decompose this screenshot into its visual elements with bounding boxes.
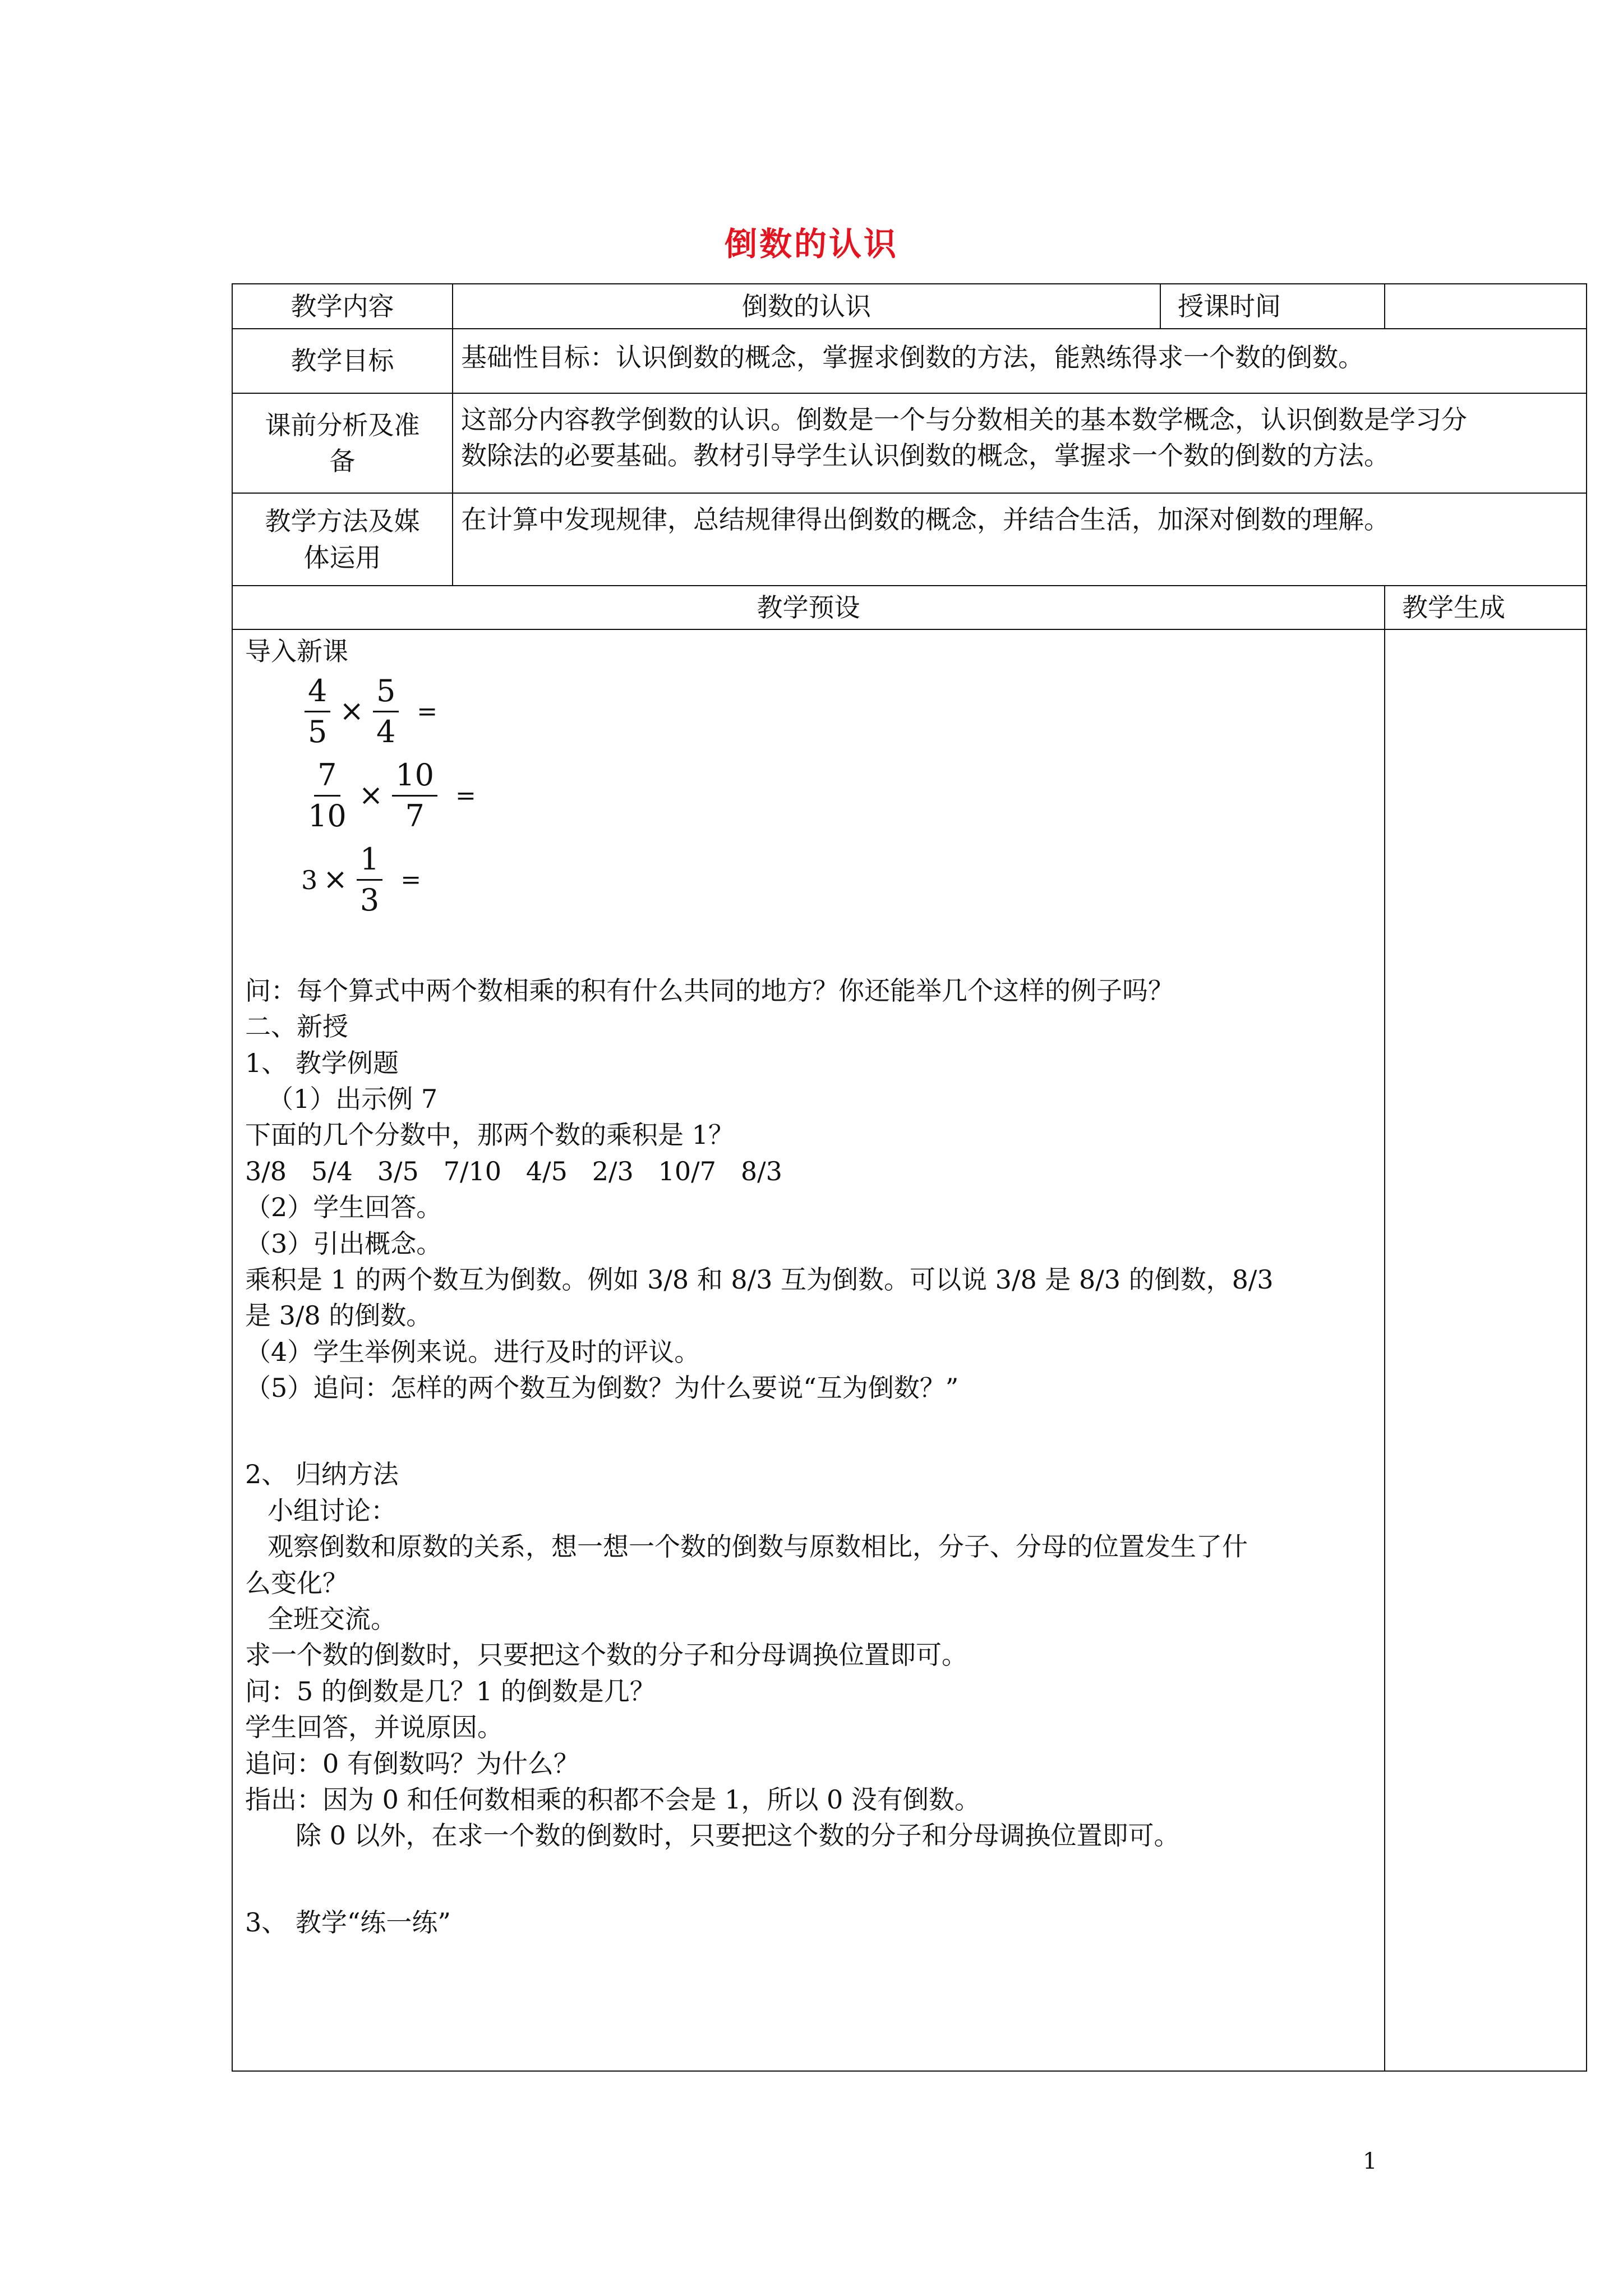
equals-sign: = [417, 697, 438, 726]
prep-text-line: 数除法的必要基础。教材引导学生认识倒数的概念，掌握求一个数的倒数的方法。 [461, 440, 1390, 471]
numerator: 5 [373, 674, 399, 712]
text-line: 求一个数的倒数时，只要把这个数的分子和分母调换位置即可。 [245, 1640, 967, 1671]
row-prep [232, 393, 1587, 493]
time-value [1385, 284, 1587, 329]
whole-number: 3 [301, 864, 318, 895]
text-line: 二、新授 [245, 1011, 348, 1042]
text-line: （3）引出概念。 [245, 1228, 442, 1259]
text-line: 么变化？ [245, 1567, 348, 1598]
denominator: 3 [359, 882, 380, 918]
text-line: 2、 归纳方法 [245, 1459, 399, 1490]
intro-heading: 导入新课 [245, 636, 348, 667]
text-line: （2）学生回答。 [245, 1192, 442, 1223]
method-label-line: 教学方法及媒 [265, 506, 420, 537]
expression-1 [245, 670, 1372, 754]
method-label-line: 体运用 [303, 542, 381, 573]
text-line: 是 3/8 的倒数。 [245, 1300, 432, 1331]
prep-label-line: 课前分析及准 [265, 409, 420, 440]
prep-label [232, 393, 453, 493]
denominator: 7 [405, 798, 425, 834]
text-line: 全班交流。 [268, 1604, 396, 1635]
goal-label: 教学目标 [232, 329, 453, 393]
content-label: 教学内容 [232, 284, 453, 329]
plan-body [232, 629, 1385, 2071]
denominator: 10 [308, 798, 347, 834]
fraction [373, 674, 399, 749]
expression-3 [245, 838, 1372, 922]
text-line: （5）追问：怎样的两个数互为倒数？为什么要说“互为倒数？” [245, 1373, 959, 1404]
fraction [305, 758, 350, 834]
row-method [232, 493, 1587, 586]
text-line: 3/8 5/4 3/5 7/10 4/5 2/3 10/7 8/3 [245, 1156, 782, 1186]
row-content [232, 284, 1587, 329]
time-label: 授课时间 [1160, 284, 1385, 329]
multiply-sign: × [339, 694, 364, 729]
text-line: 1、 教学例题 [245, 1047, 399, 1078]
multiply-sign: × [358, 779, 384, 813]
text-line: 乘积是 1 的两个数互为倒数。例如 3/8 和 8/3 互为倒数。可以说 3/8 是 8/3 的倒数，8/3 [245, 1264, 1274, 1295]
multiply-sign: × [323, 863, 348, 897]
text-line: 学生回答，并说原因。 [245, 1712, 503, 1743]
text-line: （1）出示例 7 [268, 1083, 438, 1114]
text-line: 下面的几个分数中，那两个数的乘积是 1？ [245, 1120, 734, 1151]
fraction [357, 842, 382, 918]
numerator: 4 [305, 674, 330, 712]
numerator: 1 [357, 842, 382, 881]
fraction [305, 674, 330, 749]
lesson-plan-table [232, 283, 1587, 2072]
text-line: 指出：因为 0 和任何数相乘的积都不会是 1，所以 0 没有倒数。 [245, 1784, 980, 1815]
spacer [245, 922, 1372, 973]
plan-generated-column [1385, 629, 1587, 2071]
equals-sign: = [400, 865, 422, 894]
goal-text: 基础性目标：认识倒数的概念，掌握求倒数的方法，能熟练得求一个数的倒数。 [453, 329, 1587, 393]
method-label [232, 493, 453, 586]
numerator: 10 [392, 758, 437, 797]
numerator: 7 [314, 758, 340, 797]
plan-header-right: 教学生成 [1385, 586, 1587, 629]
text-line: 小组讨论： [268, 1495, 396, 1526]
text-line: 问：每个算式中两个数相乘的积有什么共同的地方？你还能举几个这样的例子吗？ [245, 975, 1174, 1006]
prep-text [453, 393, 1587, 493]
prep-label-line: 备 [329, 446, 356, 476]
row-plan-body [232, 629, 1587, 2071]
text-line: 观察倒数和原数的关系，想一想一个数的倒数与原数相比，分子、分母的位置发生了什 [268, 1531, 1248, 1562]
text-line: 问：5 的倒数是几？1 的倒数是几？ [245, 1676, 656, 1706]
method-text: 在计算中发现规律，总结规律得出倒数的概念，并结合生活，加深对倒数的理解。 [453, 493, 1587, 586]
page-number: 1 [1363, 2148, 1377, 2174]
equals-sign: = [455, 781, 476, 810]
row-plan-header [232, 586, 1587, 629]
spacer [245, 1406, 1372, 1456]
fraction [392, 758, 437, 834]
plan-header-left: 教学预设 [232, 586, 1385, 629]
spacer [245, 1854, 1372, 1904]
text-line: （4）学生举例来说。进行及时的评议。 [245, 1336, 700, 1367]
content-value: 倒数的认识 [453, 284, 1160, 329]
text-line: 追问：0 有倒数吗？为什么？ [245, 1748, 579, 1779]
denominator: 5 [308, 714, 328, 750]
denominator: 4 [376, 714, 396, 750]
prep-text-line: 这部分内容教学倒数的认识。倒数是一个与分数相关的基本数学概念，认识倒数是学习分 [461, 404, 1467, 435]
text-line: 3、 教学“练一练” [245, 1907, 451, 1938]
row-goal [232, 329, 1587, 393]
text-line: 除 0 以外，在求一个数的倒数时，只要把这个数的分子和分母调换位置即可。 [296, 1820, 1180, 1851]
expression-2 [245, 754, 1372, 838]
page-title: 倒数的认识 [724, 225, 898, 263]
